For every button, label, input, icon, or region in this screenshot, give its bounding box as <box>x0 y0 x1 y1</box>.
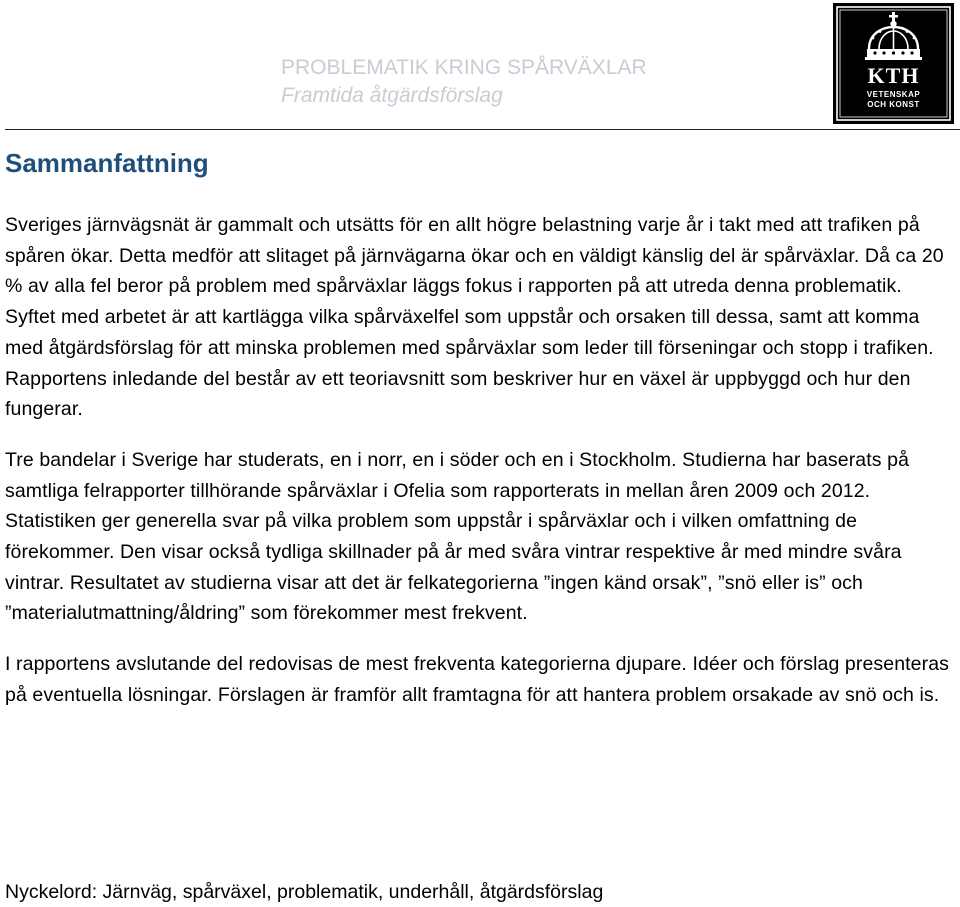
logo-tagline-line1: VETENSKAP <box>866 90 921 99</box>
paragraph-3: I rapportens avslutande del redovisas de mest frekventa kategorierna djupare. Idéer och förslag presenteras på eventuella lösningar. Förslagen är framför allt framtagna för att hantera problem orsakade av snö och is. <box>5 653 949 706</box>
keywords-line: Nyckelord: Järnväg, spårväxel, problematik, underhåll, åtgärdsförslag <box>5 881 604 903</box>
kth-logo <box>833 3 954 124</box>
section-heading: Sammanfattning <box>5 148 209 178</box>
paragraph-1: Sveriges järnvägsnät är gammalt och utsätts för en allt högre belastning varje år i takt med att trafiken på spåren ökar. Detta medför att slitaget på järnvägarna ökar och en väldigt känslig del är spårväxlar. Då ca 20 % av alla fel beror på problem med spårväxlar läggs fokus i rapporten på att utreda denna problematik. Syftet med arbetet är att kartlägga vilka spårväxelfel som uppstår och orsaken till dessa, samt att komma med åtgärdsförslag för att minska problemen med spårväxlar som leder till förseningar och stopp i trafiken. Rapportens inledande del består av ett teoriavsnitt som beskriver hur en växel är uppbyggd och hur den fungerar. <box>5 214 944 421</box>
paragraph-2: Tre bandelar i Sverige har studerats, en i norr, en i söder och en i Stockholm. Studierna har baserats på samtliga felrapporter tillhörande spårväxlar i Ofelia som rapporterats in mellan åren 2009 och 2012. Statistiken ger generella svar på vilka problem som uppstår i spårväxlar och i vilken omfattning de förekommer. Den visar också tydliga skillnader på år med svåra vintrar respektive år med mindre svåra vintrar. Resultatet av studierna visar att det är felkategorierna ”ingen känd orsak”, ”snö eller is” och ”materialutmattning/åldring” som förekommer mest frekvent. <box>5 448 910 625</box>
logo-tagline-line2: OCH KONST <box>867 100 920 109</box>
header-title: PROBLEMATIK KRING SPÅRVÄXLAR <box>281 56 647 79</box>
summary-body <box>5 210 957 731</box>
header-divider <box>5 129 960 130</box>
header-subtitle: Framtida åtgärdsförslag <box>281 84 503 107</box>
logo-wordmark: KTH <box>867 63 920 88</box>
page-header <box>0 0 960 130</box>
